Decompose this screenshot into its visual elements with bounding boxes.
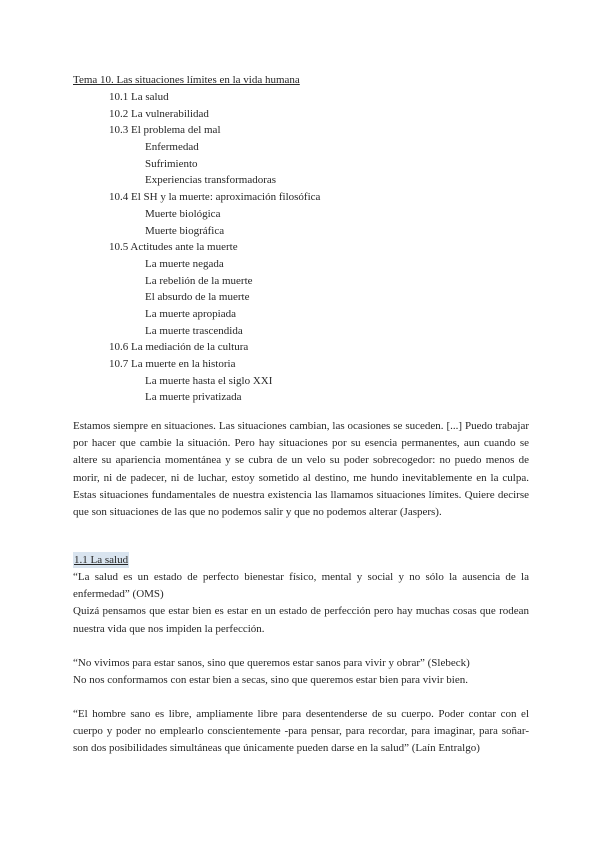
toc-item: 10.1 La salud: [109, 91, 169, 103]
toc-item: 10.6 La mediación de la cultura: [109, 341, 249, 354]
toc-subitem: La muerte apropiada: [145, 307, 237, 320]
toc-item: 10.2 La vulnerabilidad: [109, 107, 209, 120]
toc-item: 10.3 El problema del mal: [109, 124, 221, 137]
toc-subitem: Sufrimiento: [145, 157, 198, 170]
lain-entralgo-quote: “El hombre sano es libre, ampliamente libre para desentenderse de su cuerpo. Poder contar con el cuerpo y poder no emplearlo conscientemente -para pensar, para recordar, para imaginar, para soñar- son dos posibilidades simultáneas que únicamente pueden darse en la salud” (Laín Entralgo): [73, 708, 529, 755]
oms-quote-block: [73, 569, 529, 638]
slebeck-quote: “No vivimos para estar sanos, sino que queremos estar sanos para vivir y obrar” (Slebeck): [73, 657, 470, 669]
toc-item: 10.7 La muerte en la historia: [109, 358, 236, 370]
oms-quote: “La salud es un estado de perfecto bienestar físico, mental y social y no sólo la ausencia de la enfermedad” (OMS): [73, 571, 529, 601]
intro-paragraph: [73, 418, 529, 521]
toc-subitem: Experiencias transformadoras: [145, 174, 277, 187]
toc-subitem: La rebelión de la muerte: [145, 274, 253, 287]
toc-subitem: Muerte biográfica: [145, 224, 225, 237]
toc-subitem: Enfermedad: [145, 141, 199, 154]
table-of-contents: [0, 89, 600, 406]
toc-item: 10.4 El SH y la muerte: aproximación filosófica: [109, 191, 321, 204]
intro-text: Estamos siempre en situaciones. Las situaciones cambian, las ocasiones se suceden. [...] Puedo trabajar por hacer que cambie la situación. Pero hay situaciones por su esencia permanentes, aun cuando se altere su apariencia momentánea y se cubra de un velo su poder sobrecogedor: no puedo menos de morir, ni de padecer, ni de luchar, estoy sometido al destino, me hundo inevitablemente en la culpa. Estas situaciones fundamentales de nuestra existencia las llamamos situaciones límites. Quiere decirse que son situaciones de las que no podemos salir y que no podemos alterar (Jaspers).: [73, 420, 529, 519]
live-well-paragraph: No nos conformamos con estar bien a secas, sino que queremos estar bien para vivir bien.: [73, 674, 468, 687]
toc-subitem: La muerte trascendida: [145, 324, 243, 337]
toc-subitem: La muerte hasta el siglo XXI: [145, 374, 273, 387]
toc-subitem: El absurdo de la muerte: [145, 291, 250, 304]
toc-item: 10.5 Actitudes ante la muerte: [109, 241, 238, 254]
toc-subitem: La muerte negada: [145, 257, 224, 270]
toc-subitem: La muerte privatizada: [145, 391, 242, 404]
slebeck-quote-block: [73, 655, 529, 689]
perfection-paragraph: Quizá pensamos que estar bien es estar en un estado de perfección pero hay muchas cosas que rodean nuestra vida que nos impiden la perfección.: [73, 605, 529, 635]
lain-entralgo-quote-block: [73, 706, 529, 758]
toc-subitem: Muerte biológica: [145, 207, 221, 220]
document-title: Tema 10. Las situaciones límites en la vida humana: [73, 74, 300, 86]
section-heading: 1.1 La salud: [74, 554, 129, 566]
